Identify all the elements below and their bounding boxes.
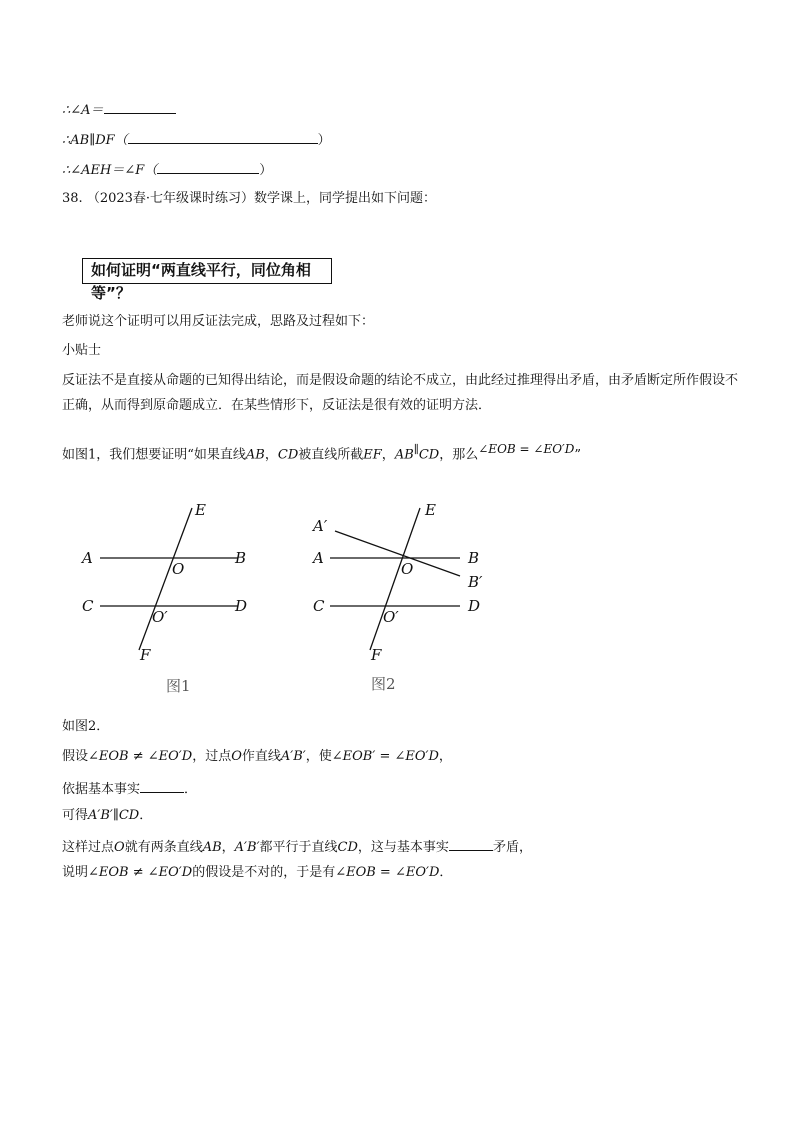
proof-line-1 — [62, 748, 452, 766]
line3-text: ∴∠AEH＝∠F（ — [62, 163, 158, 178]
intro-mid: 被直线所截 — [298, 447, 364, 463]
intro-ab2: AB — [394, 447, 414, 463]
p5-b: 的假设是不对的，于是有 — [192, 865, 336, 880]
line1-text: ∴∠A＝ — [62, 103, 104, 118]
label-F: F — [140, 646, 151, 664]
line-ef-2 — [370, 508, 420, 650]
p3-a: 可得 — [62, 808, 89, 823]
label-E: E — [195, 501, 206, 519]
p5-a: 说明 — [62, 865, 89, 880]
answer-blank-5[interactable] — [449, 837, 493, 851]
question-number: 38. — [62, 191, 83, 206]
answer-line-3 — [62, 160, 272, 180]
intro-parallel: ∥ — [413, 443, 419, 456]
label-F-2: F — [371, 646, 382, 664]
p5-m2: ∠EOB = ∠EO′D — [335, 865, 440, 880]
p1-m3: ∠EOB′ = ∠EO′D — [331, 749, 439, 764]
figure-2 — [305, 495, 505, 705]
answer-blank-3[interactable] — [157, 160, 259, 174]
p4-a: 这样过点 — [62, 840, 115, 855]
p1-b: ，过点 — [192, 749, 232, 764]
proof-line-2 — [62, 779, 197, 799]
p4-ab: AB — [202, 840, 222, 855]
label-D-2: D — [468, 597, 481, 615]
proof-line-3 — [62, 807, 152, 825]
question-header — [62, 190, 436, 208]
label-A: A — [82, 549, 93, 567]
answer-line-2 — [62, 130, 331, 150]
answer-blank-4[interactable] — [140, 779, 184, 793]
answer-line-1 — [62, 100, 176, 120]
intro-cd2: CD — [418, 447, 440, 463]
intro-pre: 如图1，我们想要证明“如果直线 — [62, 447, 246, 463]
label-C-2: C — [313, 597, 325, 615]
intro-comma: ， — [264, 447, 278, 463]
p1-m1: ∠EOB ≠ ∠EO′D — [88, 749, 193, 764]
label-D: D — [235, 597, 248, 615]
intro-then: ，那么 — [439, 447, 479, 463]
p1-e: ， — [438, 749, 452, 764]
label-A-2: A — [313, 549, 324, 567]
fig1-intro — [62, 440, 581, 464]
p3-m: A′B′∥CD — [88, 808, 140, 823]
label-A-prime: A′ — [313, 517, 328, 535]
intro-ef: EF — [363, 447, 382, 463]
label-O-2: O — [401, 560, 414, 578]
p1-c: 作直线 — [241, 749, 281, 764]
proof-line-4 — [62, 837, 532, 857]
p2-a: 依据基本事实 — [62, 782, 141, 797]
answer-blank-1[interactable] — [104, 100, 176, 114]
label-B: B — [235, 549, 247, 567]
line-ef — [139, 508, 192, 650]
proof-line-0: 如图2． — [62, 719, 110, 734]
intro-equation: ∠EOB = ∠EO′D — [478, 442, 575, 456]
label-C: C — [82, 597, 94, 615]
question-stem: 数学课上，同学提出如下问题： — [254, 191, 437, 206]
p1-a: 假设 — [62, 749, 89, 764]
p1-o: O — [231, 749, 242, 764]
intro-cd: CD — [277, 447, 299, 463]
p1-d: ，使 — [305, 749, 332, 764]
intro-comma2: ， — [381, 447, 395, 463]
tip-title: 小贴士 — [62, 343, 102, 358]
question-source: （2023春·七年级课时练习） — [86, 191, 255, 206]
label-B-prime: B′ — [468, 573, 483, 591]
line-a-prime-b-prime — [335, 531, 460, 576]
label-O: O — [172, 560, 185, 578]
p4-b: 就有两条直线 — [124, 840, 203, 855]
intro-end: ” — [574, 447, 582, 463]
p2-b: ． — [184, 782, 198, 797]
question-box: 如何证明“两直线平行，同位角相等”？ — [82, 258, 332, 284]
p4-o: O — [114, 840, 125, 855]
p4-f: 矛盾， — [492, 840, 532, 855]
p5-c: ． — [439, 865, 453, 880]
line3-close: ） — [259, 163, 273, 178]
line2-text: ∴AB∥DF（ — [62, 133, 128, 148]
label-B-2: B — [468, 549, 480, 567]
p4-e: ，这与基本事实 — [357, 840, 449, 855]
p4-cd: CD — [337, 840, 358, 855]
p4-c: ， — [221, 840, 235, 855]
p4-d: 都平行于直线 — [259, 840, 338, 855]
p3-b: ． — [139, 808, 153, 823]
p4-m: A′B′ — [234, 840, 260, 855]
line2-close: ） — [317, 133, 331, 148]
proof-line-5 — [62, 864, 452, 882]
figure-2-caption: 图2 — [371, 675, 396, 693]
label-O-prime: O′ — [152, 608, 168, 626]
label-E-2: E — [425, 501, 436, 519]
p5-m1: ∠EOB ≠ ∠EO′D — [88, 865, 193, 880]
figure-1-caption: 图1 — [166, 677, 191, 695]
teacher-text: 老师说这个证明可以用反证法完成，思路及过程如下： — [62, 314, 375, 329]
figure-1 — [70, 495, 270, 705]
tip-body: 反证法不是直接从命题的已知得出结论，而是假设命题的结论不成立，由此经过推理得出矛盾，由矛盾断定所作假设不正确，从而得到原命题成立．在某些情形下，反证法是很有效的证明方法． — [62, 373, 739, 413]
label-O-prime-2: O′ — [383, 608, 399, 626]
answer-blank-2[interactable] — [128, 130, 318, 144]
p1-m2: A′B′ — [280, 749, 306, 764]
intro-ab: AB — [245, 447, 265, 463]
